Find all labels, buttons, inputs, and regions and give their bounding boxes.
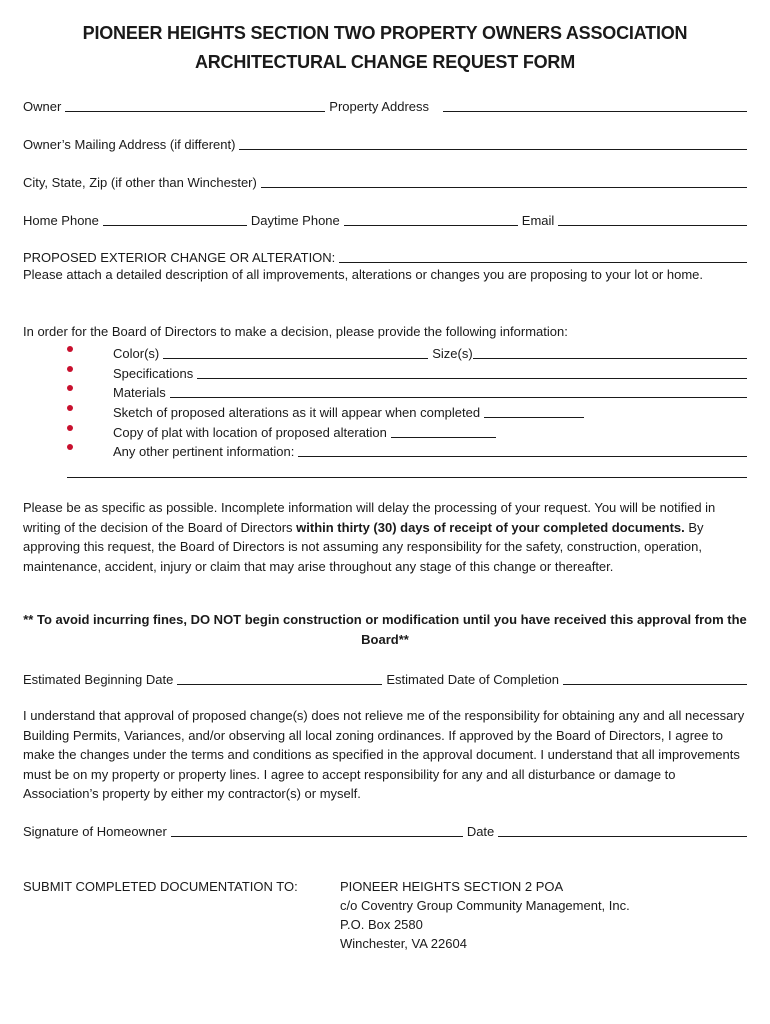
warning-notice: ** To avoid incurring fines, DO NOT begin construction or modification until you have received this approval from the Board** — [23, 612, 747, 647]
bullet-icon — [67, 385, 73, 391]
specific-text-bold: within thirty (30) days of receipt of your completed documents. — [296, 519, 685, 535]
begin-date-label: Estimated Beginning Date — [23, 672, 174, 687]
phone-row — [23, 208, 747, 228]
proposed-change-label: PROPOSED EXTERIOR CHANGE OR ALTERATION: — [23, 250, 336, 265]
list-item-sketch — [67, 400, 747, 420]
city-state-zip-row — [23, 170, 747, 190]
materials-label: Materials — [113, 385, 166, 400]
signature-field[interactable] — [171, 822, 463, 837]
submit-address-line1: PIONEER HEIGHTS SECTION 2 POA — [340, 879, 564, 894]
list-item-materials — [67, 380, 747, 400]
plat-label: Copy of plat with location of proposed alteration — [113, 425, 387, 440]
proposed-change-row — [23, 245, 747, 265]
begin-date-field[interactable] — [177, 670, 382, 685]
sizes-label: Size(s) — [432, 346, 473, 361]
colors-label: Color(s) — [113, 346, 160, 361]
specific-paragraph — [23, 498, 747, 576]
completion-date-field[interactable] — [563, 670, 747, 685]
city-state-zip-field[interactable] — [261, 173, 747, 188]
list-item-colors — [67, 341, 747, 361]
owner-label: Owner — [23, 99, 62, 114]
sizes-field[interactable] — [473, 344, 747, 359]
bullet-icon — [67, 346, 73, 352]
email-label: Email — [521, 213, 555, 228]
bullet-icon — [67, 405, 73, 411]
submit-address-line4: Winchester, VA 22604 — [340, 936, 467, 951]
home-phone-field[interactable] — [103, 211, 247, 226]
sketch-label: Sketch of proposed alterations as it will appear when completed — [113, 405, 481, 420]
dates-row — [23, 667, 747, 687]
specific-text-1: Please be as specific as possible. Incomplete information will delay the processing of your request. You will be notified in writing of the decision of the Board of Directors — [23, 500, 716, 535]
bullet-icon — [67, 425, 73, 431]
list-item-plat — [67, 420, 747, 440]
proposed-change-field[interactable] — [339, 248, 747, 263]
list-item-other — [67, 439, 747, 459]
mailing-address-field[interactable] — [239, 135, 747, 150]
mailing-address-label: Owner’s Mailing Address (if different) — [23, 137, 236, 152]
materials-field[interactable] — [170, 383, 747, 398]
other-extra-line-field[interactable] — [67, 463, 747, 478]
specifications-field[interactable] — [197, 364, 747, 379]
plat-field[interactable] — [391, 423, 496, 438]
property-address-label: Property Address — [329, 99, 430, 114]
completion-date-label: Estimated Date of Completion — [386, 672, 560, 687]
city-state-zip-label: City, State, Zip (if other than Winchester) — [23, 175, 257, 190]
understand-paragraph: I understand that approval of proposed change(s) does not relieve me of the responsibility for obtaining any and all necessary Building Permits, Variances, and/or observing all local zoning ordinances. If approved by the Board of Directors, I agree to make the changes under the terms and conditions as specified in the approval document. I understand that all improvements must be on my property or property lines. I agree to accept responsibility for any and all disturbance or damage to Association’s property by either my contractor(s) or myself. — [23, 708, 745, 801]
mailing-address-row — [23, 132, 747, 152]
submit-address-line2: c/o Coventry Group Community Management, Inc. — [340, 898, 630, 913]
home-phone-label: Home Phone — [23, 213, 99, 228]
info-intro: In order for the Board of Directors to make a decision, please provide the following information: — [23, 324, 568, 339]
submit-address — [340, 877, 630, 953]
other-extra-line-row — [67, 460, 747, 480]
signature-date-field[interactable] — [498, 822, 747, 837]
other-field[interactable] — [298, 442, 747, 457]
signature-label: Signature of Homeowner — [23, 824, 167, 839]
property-address-field[interactable] — [443, 97, 747, 112]
list-item-specifications — [67, 361, 747, 381]
form-title-line1: PIONEER HEIGHTS SECTION TWO PROPERTY OWNERS ASSOCIATION — [82, 23, 688, 43]
submit-label: SUBMIT COMPLETED DOCUMENTATION TO: — [23, 879, 298, 894]
form-title-line2: ARCHITECTURAL CHANGE REQUEST FORM — [194, 52, 576, 72]
attach-note: Please attach a detailed description of all improvements, alterations or changes you are proposing to your lot or home. — [23, 267, 703, 282]
colors-field[interactable] — [163, 344, 428, 359]
bullet-icon — [67, 366, 73, 372]
submit-address-line3: P.O. Box 2580 — [340, 917, 423, 932]
specifications-label: Specifications — [113, 366, 194, 381]
email-field[interactable] — [558, 211, 747, 226]
signature-date-label: Date — [466, 824, 495, 839]
owner-row — [23, 94, 747, 114]
specific-text-2: By approving this request, the Board of Directors is not assuming any responsibility for the safety, construction, operation, maintenance, accident, injury or claim that may arise throughout any stage of this change or thereafter. — [23, 519, 704, 574]
owner-field[interactable] — [65, 97, 325, 112]
signature-row — [23, 819, 747, 839]
sketch-field[interactable] — [484, 403, 584, 418]
daytime-phone-field[interactable] — [344, 211, 518, 226]
other-label: Any other pertinent information: — [113, 444, 295, 459]
bullet-icon — [67, 444, 73, 450]
daytime-phone-label: Daytime Phone — [250, 213, 340, 228]
